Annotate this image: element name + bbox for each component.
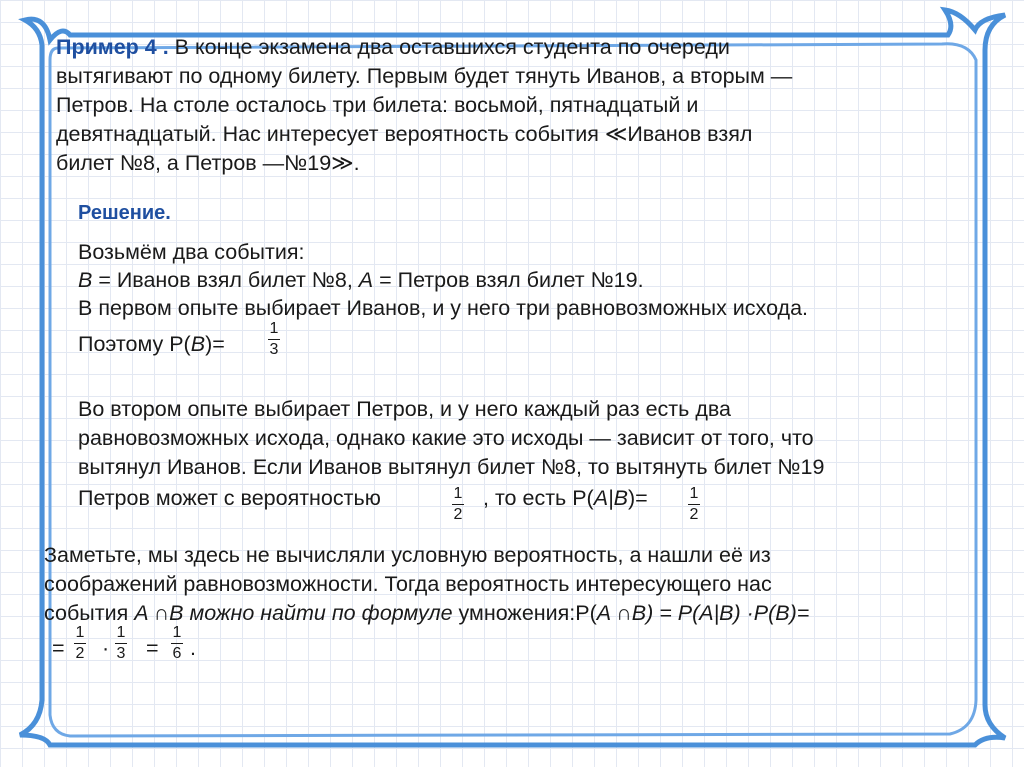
paragraph-line-2: равновозможных исхода, однако какие это исходы — зависит от того, что xyxy=(78,426,814,450)
note-line-3: события A ∩B можно найти по формуле умножения:P(A ∩B) = P(A|B) ·P(B)= xyxy=(44,601,810,625)
formula-dot: · xyxy=(102,636,110,660)
note-line-1: Заметьте, мы здесь не вычисляли условную вероятность, а нашли её из xyxy=(44,543,771,567)
fraction-p-b: 1 3 xyxy=(269,320,279,358)
note-line-2: соображений равновозможности. Тогда вероятность интересующего нас xyxy=(44,572,772,596)
fraction-1-6: 1 6 xyxy=(172,624,182,662)
example-line-2: вытягивают по одному билету. Первым будет тянуть Иванов, а вторым — xyxy=(56,64,793,88)
solution-line-1: Возьмём два события: xyxy=(78,240,305,264)
fraction-bar xyxy=(452,504,464,505)
solution-line-4: Поэтому P(B)= xyxy=(78,332,225,356)
formula-equals-1: = xyxy=(52,636,65,660)
example-line-4: девятнадцатый. Нас интересует вероятность события ≪Иванов взял xyxy=(56,122,753,146)
fraction-1-2: 1 2 xyxy=(75,624,85,662)
example-label: Пример 4 . xyxy=(56,35,169,59)
example-line-3: Петров. На столе осталось три билета: восьмой, пятнадцатый и xyxy=(56,93,699,117)
paragraph-line-4: Петров может с вероятностью xyxy=(78,486,381,510)
formula-equals-2: = xyxy=(146,636,159,660)
fraction-bar xyxy=(115,643,127,644)
fraction-p-a-given-b: 1 2 xyxy=(689,485,699,523)
solution-line-2: B = Иванов взял билет №8, A = Петров взял билет №19. xyxy=(78,268,644,292)
example-line-1: Пример 4 . В конце экзамена два оставшихся студента по очереди xyxy=(56,35,730,59)
fraction-bar xyxy=(171,643,183,644)
fraction-1-3: 1 3 xyxy=(116,624,126,662)
solution-title: Решение. xyxy=(78,202,171,224)
fraction-bar xyxy=(268,339,280,340)
paragraph-line-4-cont: , то есть P(A|B)= xyxy=(483,486,648,510)
paragraph-line-3: вытянул Иванов. Если Иванов вытянул билет №8, то вытянуть билет №19 xyxy=(78,455,825,479)
fraction-p-a: 1 2 xyxy=(453,485,463,523)
example-line-5: билет №8, а Петров —№19≫. xyxy=(56,151,360,175)
paragraph-line-1: Во втором опыте выбирает Петров, и у него каждый раз есть два xyxy=(78,397,731,421)
formula-end: . xyxy=(190,636,196,660)
fraction-bar xyxy=(74,643,86,644)
solution-line-3: В первом опыте выбирает Иванов, и у него три равновозможных исхода. xyxy=(78,296,809,320)
fraction-bar xyxy=(688,504,700,505)
